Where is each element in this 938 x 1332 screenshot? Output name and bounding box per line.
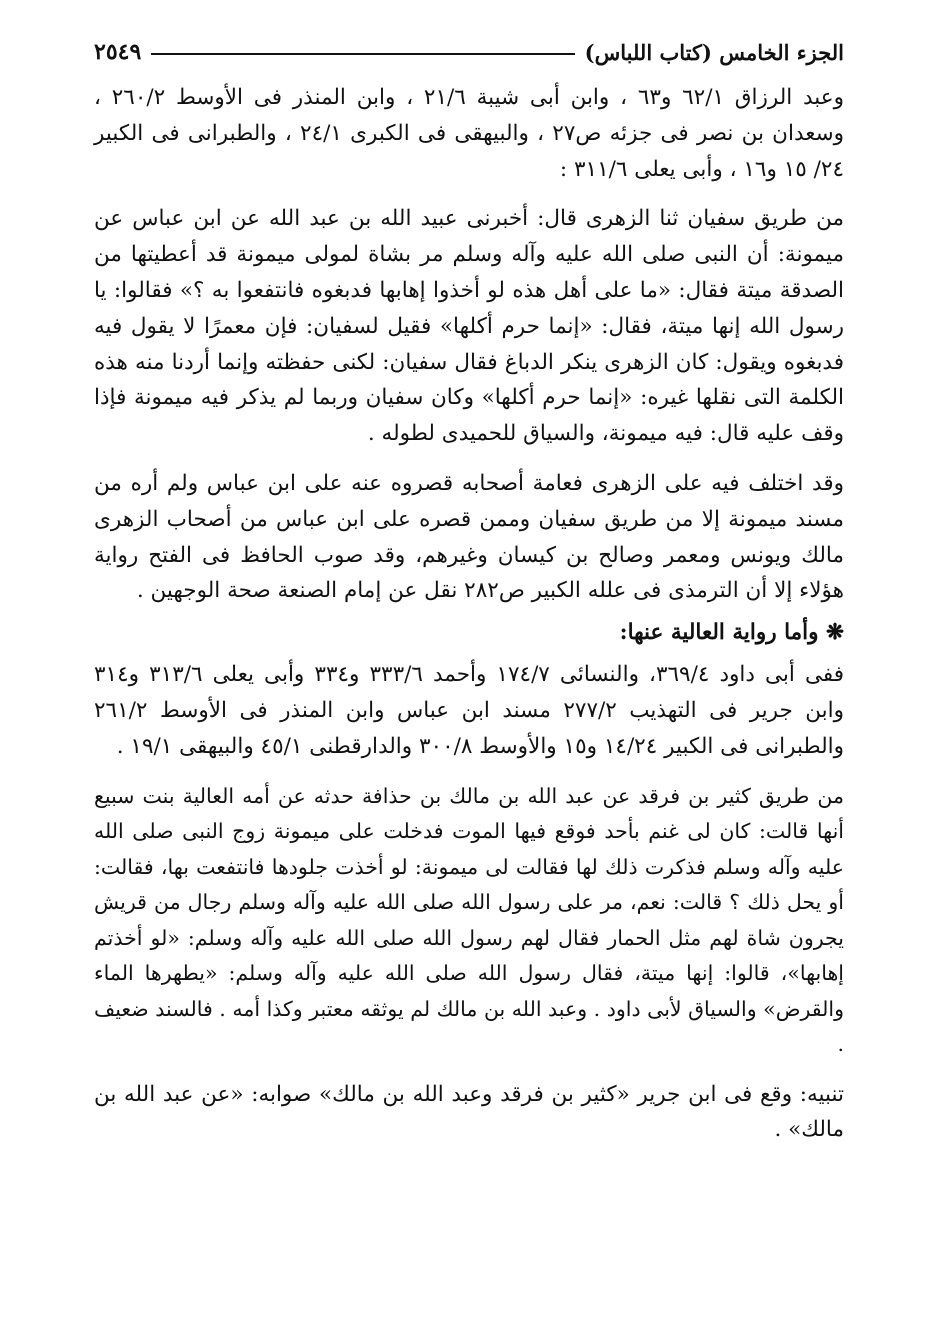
paragraph-ikhtilaf: وقد اختلف فيه على الزهرى فعامة أصحابه قصروه عنه على ابن عباس ولم أره من مسند ميمونة إلا من طريق سفيان وممن قصره على ابن عباس من أصحاب الزهرى مالك ويونس ومعمر وصالح بن كيسان وغيرهم، وقد صوب الحافظ فى الفتح رواية هؤلاء إلا أن الترمذى فى علله الكبير ص٢٨٢ نقل عن إمام الصنعة صحة الوجهين . — [94, 470, 844, 604]
header-rule — [151, 53, 574, 55]
paragraph-tanbih: تنبيه: وقع فى ابن جرير «كثير بن فرقد وعبد الله بن مالك» صوابه: «عن عبد الله بن مالك» . — [94, 1081, 844, 1143]
section-heading: ❋ وأما رواية العالية عنها: — [619, 620, 844, 646]
page-number: ٢٥٤٩ — [94, 39, 142, 65]
running-title: الجزء الخامس (كتاب اللباس) — [584, 39, 844, 65]
paragraph-sources-1: وعبد الرزاق ٦٢/١ و٦٣ ، وابن أبى شيبة ٢١/٦ ، وابن المنذر فى الأوسط ٢٦٠/٢ ، وسعدان بن نصر فى جزئه ص٢٧ ، والبيهقى فى الكبرى ٢٤/١ ، والطبرانى فى الكبير ٢٤/ ١٥ و١٦ ، وأبى يعلى ٣١١/٦ : — [94, 85, 845, 182]
paragraph-sources-2: ففى أبى داود ٣٦٩/٤، والنسائى ١٧٤/٧ وأحمد ٣٣٣/٦ و٣٣٤ وأبى يعلى ٣١٣/٦ و٣١٤ وابن جرير فى التهذيب ٢٧٧/٢ مسند ابن عباس وابن المنذر فى الأوسط ٢٦١/٢ والطبرانى فى الكبير ١٤/٢٤ و١٥ والأوسط ٣٠٠/٨ والدارقطنى ٤٥/١ والبيهقى ١٩/١ . — [94, 662, 845, 759]
paragraph-hadith-aliya: من طريق كثير بن فرقد عن عبد الله بن مالك بن حذافة حدثه عن أمه العالية بنت سبيع أنها قالت: كان لى غنم بأحد فوقع فيها الموت فدخلت على ميمونة زوج النبى صلى الله عليه وآله وسلم فذكرت ذلك لها فقالت لى ميمونة: لو أخذت جلودها فانتفعت بها، فقالت: أو يحل ذلك ؟ قالت: نعم، مر على رسول الله صلى الله عليه وآله وسلم رجال من قريش يجرون شاة لهم مثل الحمار فقال لهم رسول الله صلى الله عليه وآله وسلم: «لو أخذتم إهابها»، قالوا: إنها ميتة، فقال رسول الله صلى الله عليه وآله وسلم: «يطهرها الماء والقرض» والسياق لأبى داود . وعبد الله بن مالك لم يوثقه معتبر وكذا أمه . فالسند ضعيف . — [94, 783, 844, 1057]
paragraph-hadith-sufyan: من طريق سفيان ثنا الزهرى قال: أخبرنى عبيد الله بن عبد الله عن ابن عباس عن ميمونة: أن النبى صلى الله عليه وآله وسلم مر بشاة لمولى ميمونة قد أعطيتها من الصدقة ميتة فقال: «ما على أهل هذه لو أخذوا إهابها فدبغوه فانتفعوا به ؟» فقالوا: يا رسول الله إنها ميتة، فقال: «إنما حرم أكلها» فقيل لسفيان: فإن معمرًا لا يقول فيه فدبغوه ويقول: كان الزهرى ينكر الدباغ فقال سفيان: لكنى حفظته وإنما أردنا منه هذه الكلمة التى نقلها غيره: «إنما حرم أكلها» وكان سفيان وربما لم يذكر فيه ميمونة فإذا وقف عليه قال: فيه ميمونة، والسياق للحميدى لطوله . — [94, 206, 844, 447]
page-header — [94, 34, 844, 70]
